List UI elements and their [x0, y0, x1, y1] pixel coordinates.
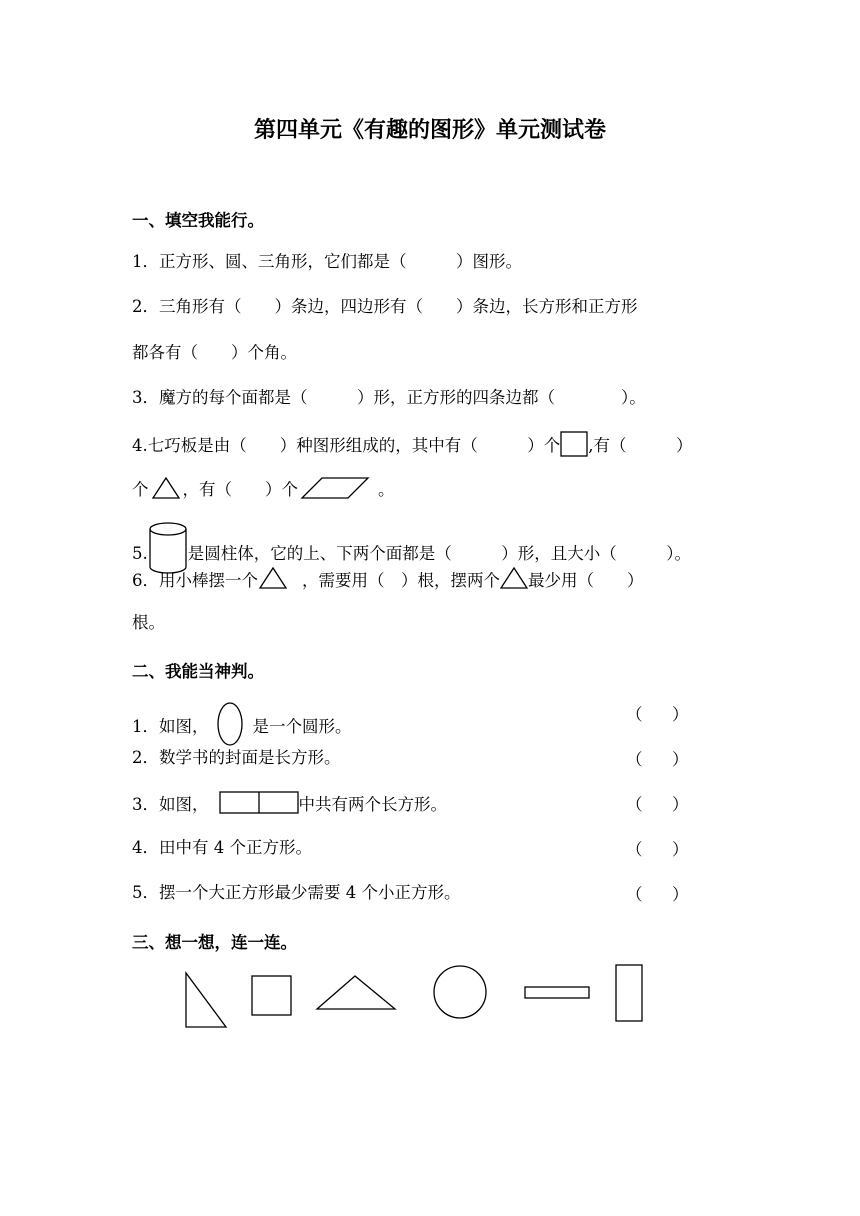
- s2-answer-5: （ ）: [626, 885, 689, 904]
- wide-triangle-shape: [315, 974, 397, 1012]
- s2-question-2: 2．数学书的封面是长方形。: [132, 748, 341, 767]
- s2-answer-1: （ ）: [626, 705, 689, 724]
- q4-text-d: ，有（ ）个: [182, 480, 298, 499]
- square-shape: [250, 974, 294, 1018]
- q6-text-c: 最少用（ ）: [528, 571, 644, 590]
- s2q3-text-b: 中共有两个长方形。: [298, 795, 447, 814]
- s1-question-6-line1: [132, 566, 644, 593]
- split-rectangle-figure: [219, 791, 299, 815]
- square-figure: [560, 431, 588, 457]
- s2q3-text-a: 3．如图，: [132, 795, 209, 814]
- section3-heading: 三、想一想，连一连。: [132, 933, 297, 952]
- s1-question-3: 3．魔方的每个面都是（ ）形，正方形的四条边都（ ）。: [132, 388, 646, 407]
- oval-figure: [217, 701, 247, 747]
- s1-question-4-line2: [132, 476, 395, 502]
- triangle-figure: [151, 476, 181, 500]
- s2q1-text-a: 1．如图，: [132, 717, 209, 736]
- triangle-figure-3: [500, 566, 528, 590]
- right-triangle-shape: [184, 971, 228, 1029]
- page-title: 第四单元《有趣的图形》单元测试卷: [253, 118, 606, 143]
- s1-question-2-line2: 都各有（ ）个角。: [132, 343, 297, 362]
- s2-question-3: [132, 791, 447, 817]
- s1-question-2-line1: 2．三角形有（ ）条边，四边形有（ ）条边，长方形和正方形: [132, 297, 638, 316]
- s2-answer-2: （ ）: [626, 750, 689, 769]
- s2-answer-3: （ ）: [626, 795, 689, 814]
- s1-question-4-line1: [132, 431, 693, 458]
- s2-question-4: 4．田中有 4 个正方形。: [132, 838, 312, 857]
- section1-heading: 一、填空我能行。: [132, 211, 264, 230]
- s2-question-1: [132, 701, 352, 747]
- s1-question-6-line2: 根。: [132, 613, 165, 632]
- q6-text-b: ，需要用（ ）根，摆两个: [302, 571, 500, 590]
- circle-shape: [432, 964, 488, 1020]
- triangle-figure-2: [258, 566, 288, 590]
- q4-text-b: ,有（ ）: [588, 436, 693, 455]
- q5-text-a: 5.: [132, 544, 148, 563]
- parallelogram-figure: [300, 476, 370, 500]
- q6-text-a: 6．用小棒摆一个: [132, 571, 258, 590]
- tall-rectangle-shape: [614, 963, 644, 1023]
- s2q1-text-b: 是一个圆形。: [252, 717, 352, 736]
- section2-heading: 二、我能当神判。: [132, 662, 264, 681]
- q4-text-c: 个: [132, 480, 149, 499]
- q5-text-b: 是圆柱体，它的上、下两个面都是（ ）形，且大小（ ）。: [187, 544, 691, 563]
- s2-answer-4: （ ）: [626, 840, 689, 859]
- long-rectangle-shape: [523, 985, 591, 1001]
- q4-text-e: 。: [378, 480, 395, 499]
- q4-text-a: 4.七巧板是由（ ）种图形组成的，其中有（ ）个: [132, 436, 561, 455]
- s2-question-5: 5．摆一个大正方形最少需要 4 个小正方形。: [132, 883, 461, 902]
- s1-question-1: 1．正方形、圆、三角形，它们都是（ ）图形。: [132, 252, 522, 271]
